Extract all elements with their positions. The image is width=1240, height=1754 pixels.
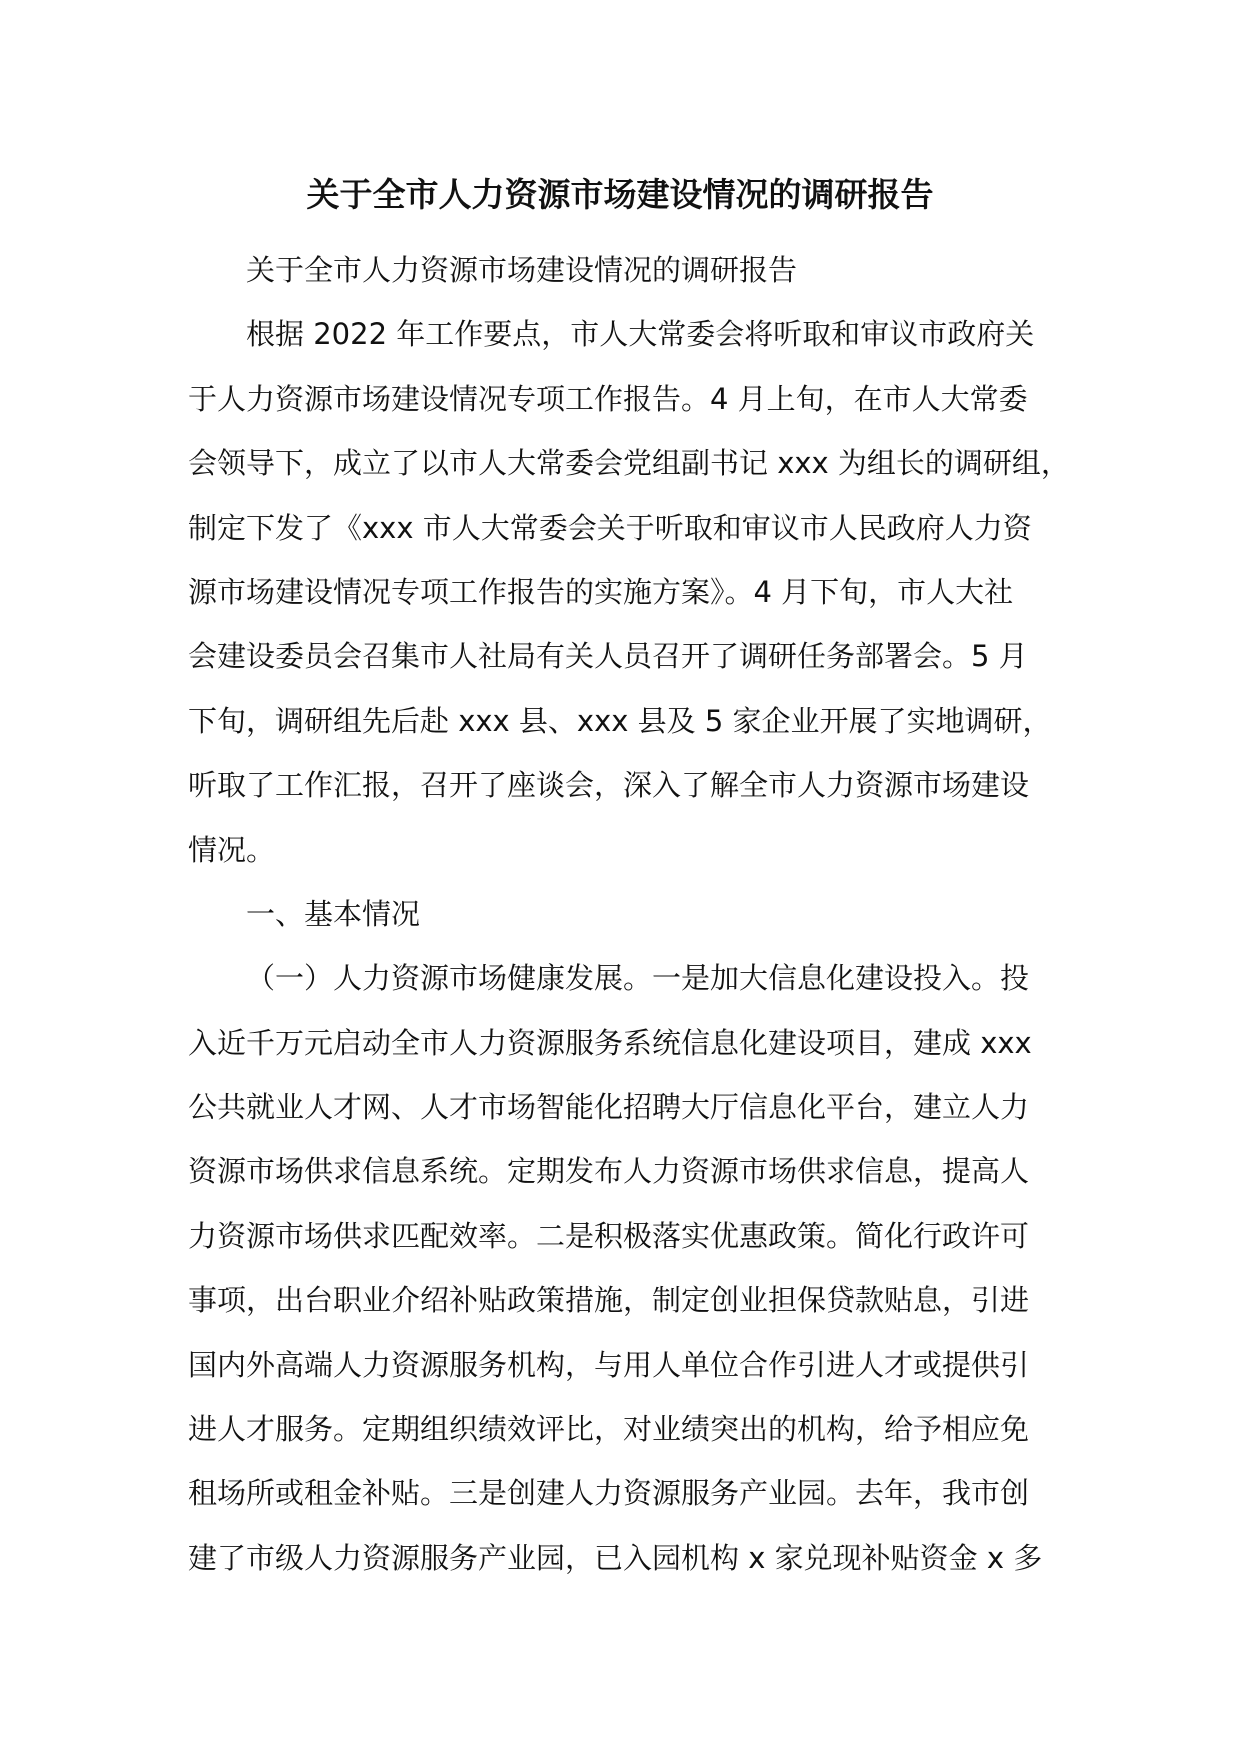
paragraph-line: 国内外高端人力资源服务机构，与用人单位合作引进人才或提供引 xyxy=(188,1347,1030,1382)
paragraph-line: 事项，出台职业介绍补贴政策措施，制定创业担保贷款贴息，引进 xyxy=(188,1283,1030,1318)
paragraph-line: 租场所或租金补贴。三是创建人力资源服务产业园。去年，我市创 xyxy=(188,1476,1030,1511)
paragraph-line: 建了市级人力资源服务产业园，已入园机构 x 家兑现补贴资金 x 多 xyxy=(188,1540,1043,1575)
subtitle-line: 关于全市人力资源市场建设情况的调研报告 xyxy=(246,253,798,287)
paragraph-line: 进人才服务。定期组织绩效评比，对业绩突出的机构，给予相应免 xyxy=(188,1412,1030,1447)
paragraph-line: 源市场建设情况专项工作报告的实施方案》。4 月下旬，市人大社 xyxy=(188,574,1014,609)
paragraph-line: 会建设委员会召集市人社局有关人员召开了调研任务部署会。5 月 xyxy=(188,639,1028,674)
paragraph-line: 根据 2022 年工作要点，市人大常委会将听取和审议市政府关 xyxy=(246,317,1035,352)
paragraph-line: 制定下发了《xxx 市人大常委会关于听取和审议市人民政府人力资 xyxy=(188,510,1032,545)
paragraph-line: 于人力资源市场建设情况专项工作报告。4 月上旬，在市人大常委 xyxy=(188,381,1028,416)
section-heading: 一、基本情况 xyxy=(246,896,421,931)
paragraph-line: 力资源市场供求匹配效率。二是积极落实优惠政策。简化行政许可 xyxy=(188,1218,1030,1253)
paragraph-line: 下旬，调研组先后赴 xxx 县、xxx 县及 5 家企业开展了实地调研， xyxy=(188,703,1052,738)
paragraph-line: 听取了工作汇报，召开了座谈会，深入了解全市人力资源市场建设 xyxy=(188,768,1030,803)
document-title: 关于全市人力资源市场建设情况的调研报告 xyxy=(306,175,934,214)
paragraph-line: 资源市场供求信息系统。定期发布人力资源市场供求信息，提高人 xyxy=(188,1154,1030,1189)
paragraph-line: （一）人力资源市场健康发展。一是加大信息化建设投入。投 xyxy=(246,961,1030,996)
paragraph-line: 情况。 xyxy=(188,832,276,867)
document-body xyxy=(188,238,1083,1590)
paragraph-line: 公共就业人才网、人才市场智能化招聘大厅信息化平台，建立人力 xyxy=(188,1090,1030,1125)
paragraph-line: 入近千万元启动全市人力资源服务系统信息化建设项目，建成 xxx xyxy=(188,1025,1032,1060)
paragraph-line: 会领导下，成立了以市人大常委会党组副书记 xxx 为组长的调研组， xyxy=(188,446,1070,481)
